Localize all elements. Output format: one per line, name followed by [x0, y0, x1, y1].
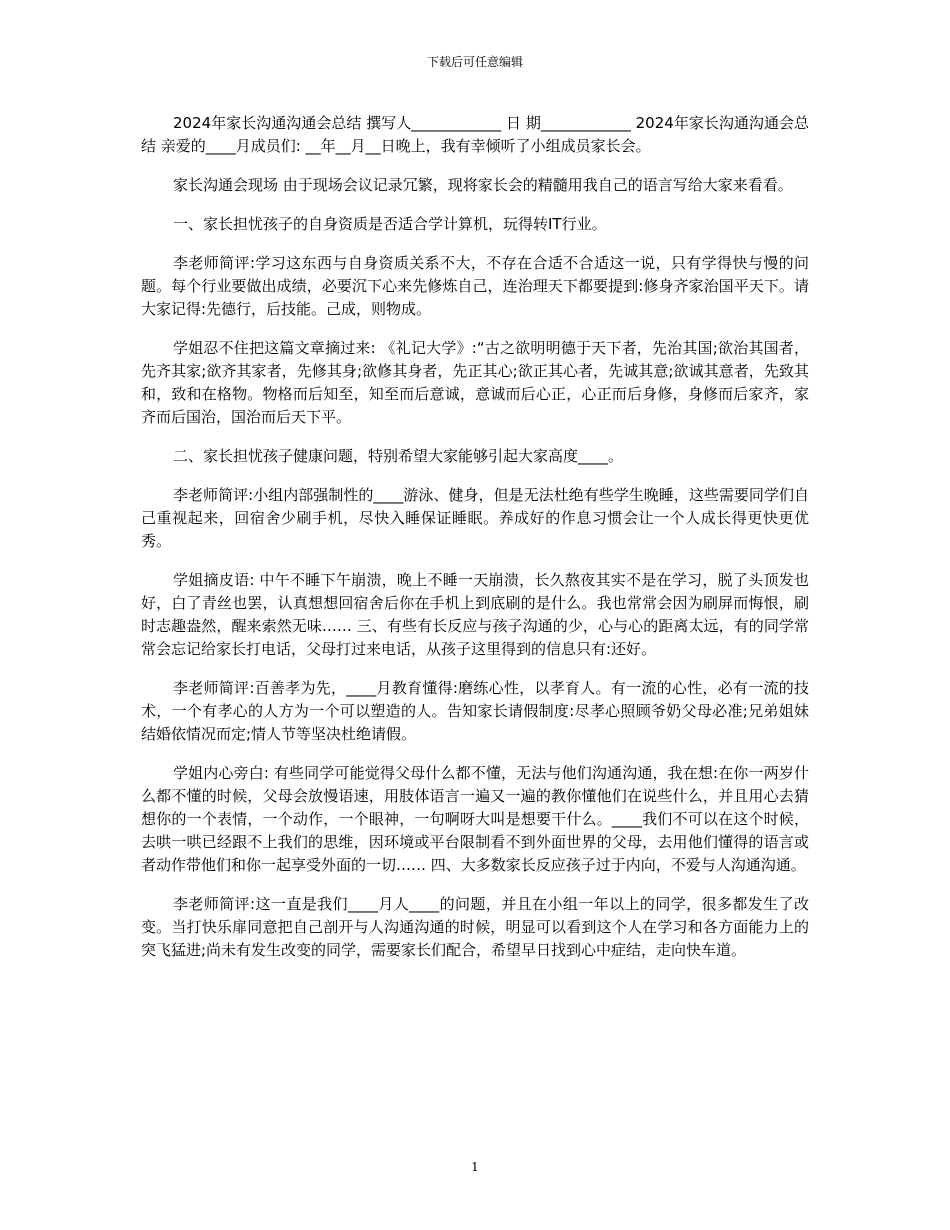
paragraph-teacher-comment-two: 李老师简评:小组内部强制性的____游泳、健身，但是无法杜绝有些学生晚睡，这些需要同学们自己重视起来，回宿舍少刷手机，尽快入睡保证睡眠。养成好的作息习惯会让一个人成长得更快更优秀。	[141, 486, 809, 550]
paragraph-title-intro: 2024年家长沟通沟通会总结 撰写人____________ 日 期____________ 2024年家长沟通沟通会总结 亲爱的____月成员们: __年__月__日晚上，我有幸倾听了小组成员家长会。	[141, 114, 809, 155]
paragraph-liji-quote: 学姐忍不住把这篇文章摘过来: 《礼记大学》:“古之欲明明德于天下者，先治其国;欲治其国者，先齐其家;欲齐其家者，先修其身;欲修其身者，先正其心;欲正其心者，先诚其意;欲诚其意者，先致其和，致和在格物。物格而后知至，知至而后意诚，意诚而后心正，心正而后身修，身修而后家齐，家齐而后国治，国治而后天下平。	[141, 339, 809, 426]
page-header: 下载后可任意编辑	[426, 55, 523, 69]
paragraph-teacher-comment-three: 李老师简评:百善孝为先，____月教育懂得:磨练心性，以孝育人。有一流的心性，必有一流的技术，一个有孝心的人方为一个可以塑造的人。告知家长请假制度:尽孝心照顾爷奶父母必准;兄弟姐妹结婚依情况而定;情人节等坚决杜绝请假。	[141, 679, 809, 743]
page-number: 1	[471, 1160, 479, 1174]
paragraph-senior-inner-monologue: 学姐内心旁白: 有些同学可能觉得父母什么都不懂，无法与他们沟通沟通，我在想:在你一两岁什么都不懂的时候，父母会放慢语速，用肢体语言一遍又一遍的教你懂他们在说些什么，并且用心去猜想你的一个表情，一个动作，一个眼神，一句啊呀大叫是想要干什么。____我们不可以在这个时候，去哄一哄已经跟不上我们的思维，因环境或平台限制看不到外面世界的父母，去用他们懂得的语言或者动作带他们和你一起享受外面的一切…… 四、大多数家长反应孩子过于内向，不爱与人沟通沟通。	[141, 764, 809, 874]
paragraph-teacher-comment-four: 李老师简评:这一直是我们____月人____的问题，并且在小组一年以上的同学，很多都发生了改变。当打快乐扉同意把自己剖开与人沟通沟通的时候，明显可以看到这个人在学习和各方面能力上的突飞猛进;尚未有发生改变的同学，需要家长们配合，希望早日找到心中症结，走向快车道。	[141, 895, 809, 959]
paragraph-section-one: 一、家长担忧孩子的自身资质是否适合学计算机，玩得转IT行业。	[173, 215, 607, 233]
paragraph-senior-remark-sleep: 学姐摘皮语: 中午不睡下午崩溃，晚上不睡一天崩溃，长久熬夜其实不是在学习，脱了头顶发也好，白了青丝也罢，认真想想回宿舍后你在手机上到底刷的是什么。我也常常会因为刷屏而悔恨，刷时志趣盎然，醒来索然无味…… 三、有些有长反应与孩子沟通的少，心与心的距离太远，有的同学常常会忘记给家长打电话，父母打过来电话，从孩子这里得到的信息只有:还好。	[141, 571, 809, 658]
document-body	[141, 112, 809, 978]
paragraph-teacher-comment-one: 李老师简评:学习这东西与自身资质关系不大，不存在合适不合适这一说，只有学得快与慢的问题。每个行业要做出成绩，必要沉下心来先修炼自己，连治理天下都要提到:修身齐家治国平天下。请大家记得:先德行，后技能。己成，则物成。	[141, 254, 809, 318]
paragraph-meeting-scene: 家长沟通会现场 由于现场会议记录冗繁，现将家长会的精髓用我自己的语言写给大家来看看。	[173, 176, 793, 194]
paragraph-section-two: 二、家长担忧孩子健康问题，特别希望大家能够引起大家高度____。	[173, 447, 624, 465]
